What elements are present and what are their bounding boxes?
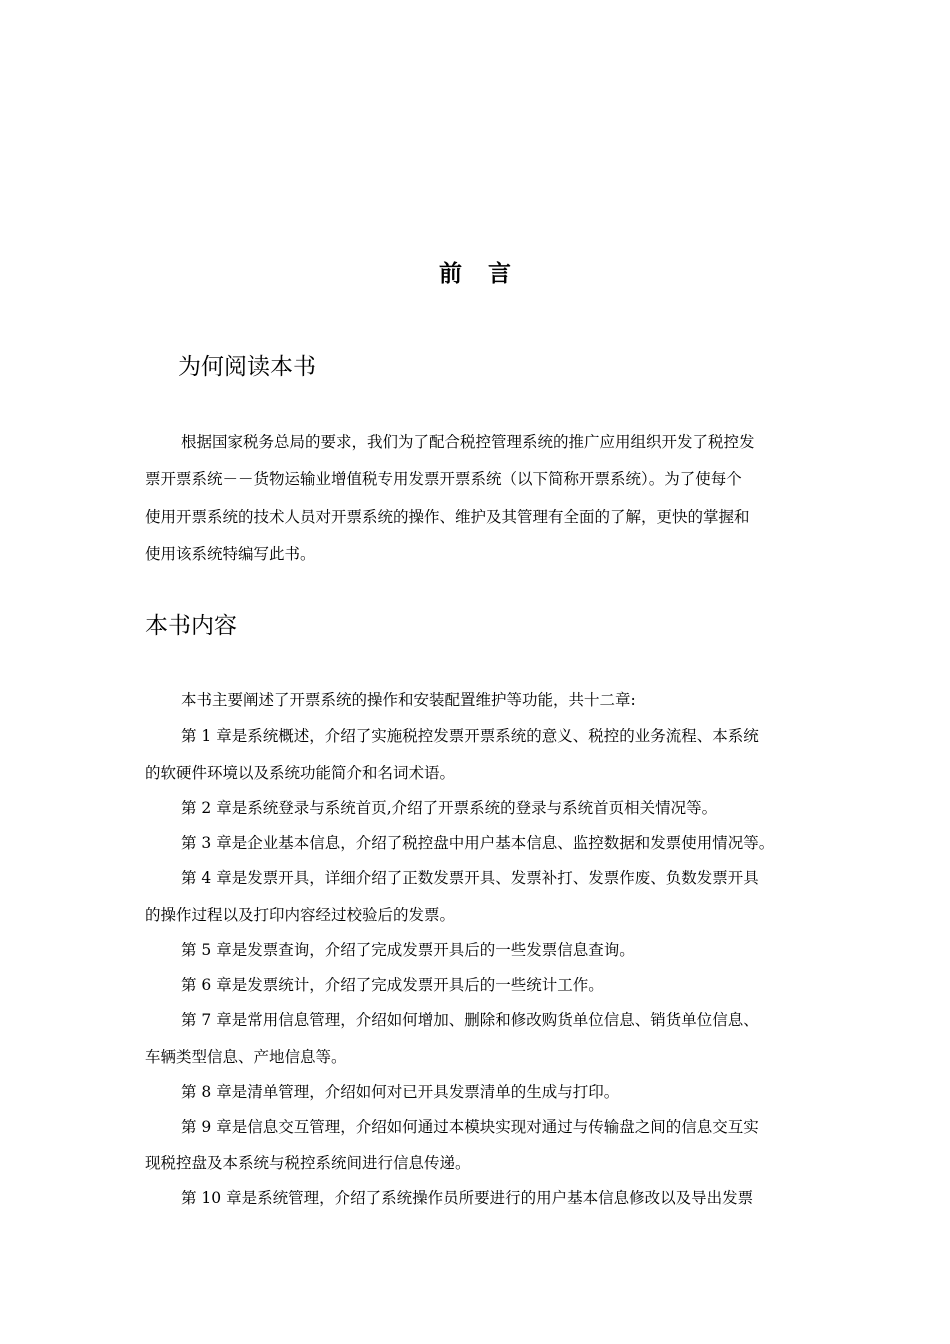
paragraph-line: 的软硬件环境以及系统功能简介和名词术语。 [145, 764, 456, 782]
paragraph-line: 根据国家税务总局的要求，我们为了配合税控管理系统的推广应用组织开发了税控发 [181, 433, 755, 451]
paragraph-line: 本书主要阐述了开票系统的操作和安装配置维护等功能，共十二章: [181, 691, 636, 709]
paragraph-line: 第 7 章是常用信息管理，介绍如何增加、删除和修改购货单位信息、销货单位信息、 [181, 1011, 759, 1029]
paragraph-line: 使用开票系统的技术人员对开票系统的操作、维护及其管理有全面的了解，更快的掌握和 [145, 508, 750, 526]
paragraph-line: 第 4 章是发票开具，详细介绍了正数发票开具、发票补打、发票作废、负数发票开具 [181, 869, 759, 887]
paragraph-line: 第 6 章是发票统计，介绍了完成发票开具后的一些统计工作。 [181, 976, 604, 994]
paragraph-line: 使用该系统特编写此书。 [145, 545, 316, 563]
paragraph-line: 第 5 章是发票查询，介绍了完成发票开具后的一些发票信息查询。 [181, 941, 635, 959]
paragraph-line: 第 10 章是系统管理，介绍了系统操作员所要进行的用户基本信息修改以及导出发票 [181, 1189, 754, 1207]
paragraph-line: 票开票系统－－货物运输业增值税专用发票开票系统（以下简称开票系统）。为了使每个 [145, 470, 742, 488]
paragraph-line: 第 3 章是企业基本信息，介绍了税控盘中用户基本信息、监控数据和发票使用情况等。 [181, 834, 775, 852]
paragraph-line: 的操作过程以及打印内容经过校验后的发票。 [145, 906, 456, 924]
paragraph-line: 第 8 章是清单管理，介绍如何对已开具发票清单的生成与打印。 [181, 1083, 620, 1101]
paragraph-line: 现税控盘及本系统与税控系统间进行信息传递。 [145, 1154, 471, 1172]
section-heading-why-read: 为何阅读本书 [178, 354, 316, 380]
paragraph-line: 第 2 章是系统登录与系统首页,介绍了开票系统的登录与系统首页相关情况等。 [181, 799, 718, 817]
paragraph-line: 第 9 章是信息交互管理，介绍如何通过本模块实现对通过与传输盘之间的信息交互实 [181, 1118, 759, 1136]
section-heading-book-content: 本书内容 [145, 613, 237, 639]
paragraph-line: 车辆类型信息、产地信息等。 [145, 1048, 347, 1066]
paragraph-line: 第 1 章是系统概述，介绍了实施税控发票开票系统的意义、税控的业务流程、本系统 [181, 727, 759, 745]
page-title: 前言 [439, 261, 537, 287]
